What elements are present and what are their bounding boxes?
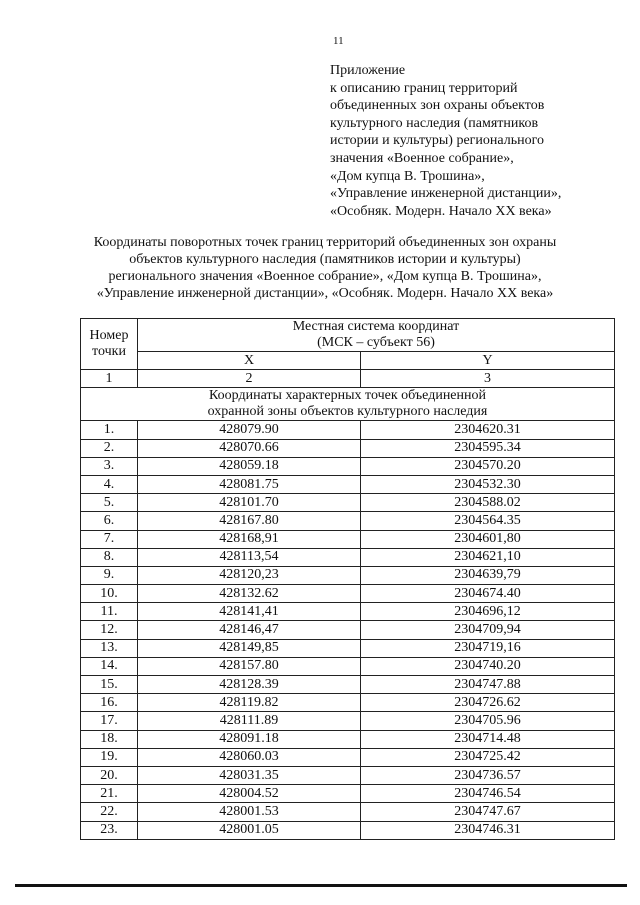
section-title-line: Координаты характерных точек объединенной [209,388,486,404]
appendix-note [330,62,561,220]
document-title [40,234,610,302]
table-row [81,530,615,548]
point-number-cell: 22. [81,803,138,821]
table-row [81,494,615,512]
x-coordinate-cell: 428004.52 [138,785,361,803]
y-coordinate-cell: 2304588.02 [361,494,615,512]
section-title-line: охранной зоны объектов культурного наследия [207,404,488,420]
y-coordinate-cell: 2304595.34 [361,439,615,457]
table-row [81,712,615,730]
title-line: «Управление инженерной дистанции», «Особняк. Модерн. Начало XX века» [96,286,554,301]
table-row [81,421,615,439]
appendix-line: «Дом купца В. Трошина», [330,168,485,184]
table-row [81,566,615,584]
point-number-cell: 19. [81,748,138,766]
y-coordinate-cell: 2304674.40 [361,585,615,603]
x-coordinate-cell: 428079.90 [138,421,361,439]
coordinate-system-header [138,319,615,352]
table-row [81,730,615,748]
point-number-cell: 10. [81,585,138,603]
x-coordinate-cell: 428070.66 [138,439,361,457]
section-title [81,388,615,421]
x-coordinate-cell: 428141,41 [138,603,361,621]
x-coordinate-cell: 428001.53 [138,803,361,821]
x-coordinate-cell: 428120,23 [138,566,361,584]
coordinates-table [80,318,615,840]
point-number-cell: 18. [81,730,138,748]
y-coordinate-cell: 2304705.96 [361,712,615,730]
x-coordinate-cell: 428146,47 [138,621,361,639]
y-coordinate-cell: 2304709,94 [361,621,615,639]
x-coordinate-cell: 428101.70 [138,494,361,512]
y-coordinate-cell: 2304747.88 [361,676,615,694]
point-number-cell: 15. [81,676,138,694]
appendix-line: истории и культуры) регионального [330,133,544,149]
x-coordinate-cell: 428111.89 [138,712,361,730]
point-number-cell: 9. [81,566,138,584]
y-coordinate-cell: 2304725.42 [361,748,615,766]
table-row [81,785,615,803]
y-coordinate-cell: 2304621,10 [361,548,615,566]
point-number-cell: 3. [81,457,138,475]
table-row [81,548,615,566]
point-number-cell: 4. [81,475,138,493]
y-coordinate-cell: 2304746.31 [361,821,615,839]
point-number-cell: 11. [81,603,138,621]
title-line: регионального значения «Военное собрание», «Дом купца В. Трошина», [108,269,542,284]
appendix-line: к описанию границ территорий [330,80,518,96]
y-coordinate-cell: 2304719,16 [361,639,615,657]
x-coordinate-cell: 428119.82 [138,694,361,712]
point-number-cell: 12. [81,621,138,639]
point-number-cell: 6. [81,512,138,530]
section-row [81,388,615,421]
x-coordinate-cell: 428149,85 [138,639,361,657]
point-number-header [81,319,138,370]
x-coordinate-cell: 428113,54 [138,548,361,566]
table-row [81,694,615,712]
x-coordinate-cell: 428081.75 [138,475,361,493]
title-line: объектов культурного наследия (памятников истории и культуры) [129,252,521,267]
title-line: Координаты поворотных точек границ территорий объединенных зон охраны [93,235,557,250]
table-row [81,475,615,493]
x-coordinate-cell: 428167.80 [138,512,361,530]
x-coordinate-cell: 428060.03 [138,748,361,766]
point-number-cell: 2. [81,439,138,457]
y-coordinate-cell: 2304747.67 [361,803,615,821]
y-coordinate-cell: 2304696,12 [361,603,615,621]
point-number-header-line: Номер [89,328,129,344]
point-number-cell: 17. [81,712,138,730]
point-number-cell: 21. [81,785,138,803]
table-row [81,803,615,821]
appendix-line: «Управление инженерной дистанции», [330,186,562,202]
point-number-cell: 1. [81,421,138,439]
table-row [81,603,615,621]
appendix-line: значения «Военное собрание», [330,150,514,166]
y-coordinate-cell: 2304746.54 [361,785,615,803]
coordinate-system-line: Местная система координат [292,319,460,334]
x-coordinate-cell: 428059.18 [138,457,361,475]
page-number: 11 [333,35,344,47]
table-row [81,439,615,457]
y-coordinate-cell: 2304714.48 [361,730,615,748]
column-number: 1 [81,370,138,388]
axis-header-row [81,352,615,370]
y-header: Y [361,352,615,370]
x-coordinate-cell: 428128.39 [138,676,361,694]
point-number-cell: 20. [81,766,138,784]
x-coordinate-cell: 428157.80 [138,657,361,675]
x-coordinate-cell: 428168,91 [138,530,361,548]
appendix-line: Приложение [330,63,406,78]
y-coordinate-cell: 2304726.62 [361,694,615,712]
point-number-cell: 8. [81,548,138,566]
table-row [81,621,615,639]
y-coordinate-cell: 2304620.31 [361,421,615,439]
y-coordinate-cell: 2304740.20 [361,657,615,675]
table-row [81,766,615,784]
y-coordinate-cell: 2304564.35 [361,512,615,530]
table-row [81,657,615,675]
x-coordinate-cell: 428132.62 [138,585,361,603]
point-number-cell: 16. [81,694,138,712]
point-number-cell: 5. [81,494,138,512]
point-number-cell: 23. [81,821,138,839]
appendix-line: «Особняк. Модерн. Начало XX века» [330,203,552,219]
y-coordinate-cell: 2304532.30 [361,475,615,493]
x-coordinate-cell: 428091.18 [138,730,361,748]
table-row [81,676,615,694]
table-row [81,821,615,839]
appendix-line: объединенных зон охраны объектов [330,98,545,114]
table-row [81,457,615,475]
table-row [81,512,615,530]
point-number-header-line: точки [92,344,126,360]
y-coordinate-cell: 2304601,80 [361,530,615,548]
x-header: X [138,352,361,370]
appendix-line: культурного наследия (памятников [330,115,539,131]
bottom-rule [15,884,627,887]
x-coordinate-cell: 428031.35 [138,766,361,784]
y-coordinate-cell: 2304639,79 [361,566,615,584]
column-number-row [81,370,615,388]
column-number: 3 [361,370,615,388]
table-row [81,585,615,603]
point-number-cell: 14. [81,657,138,675]
y-coordinate-cell: 2304570.20 [361,457,615,475]
coordinate-system-line: (МСК – субъект 56) [317,335,435,350]
column-number: 2 [138,370,361,388]
x-coordinate-cell: 428001.05 [138,821,361,839]
point-number-cell: 13. [81,639,138,657]
table-header-row [81,319,615,352]
y-coordinate-cell: 2304736.57 [361,766,615,784]
table-row [81,748,615,766]
point-number-cell: 7. [81,530,138,548]
table-row [81,639,615,657]
